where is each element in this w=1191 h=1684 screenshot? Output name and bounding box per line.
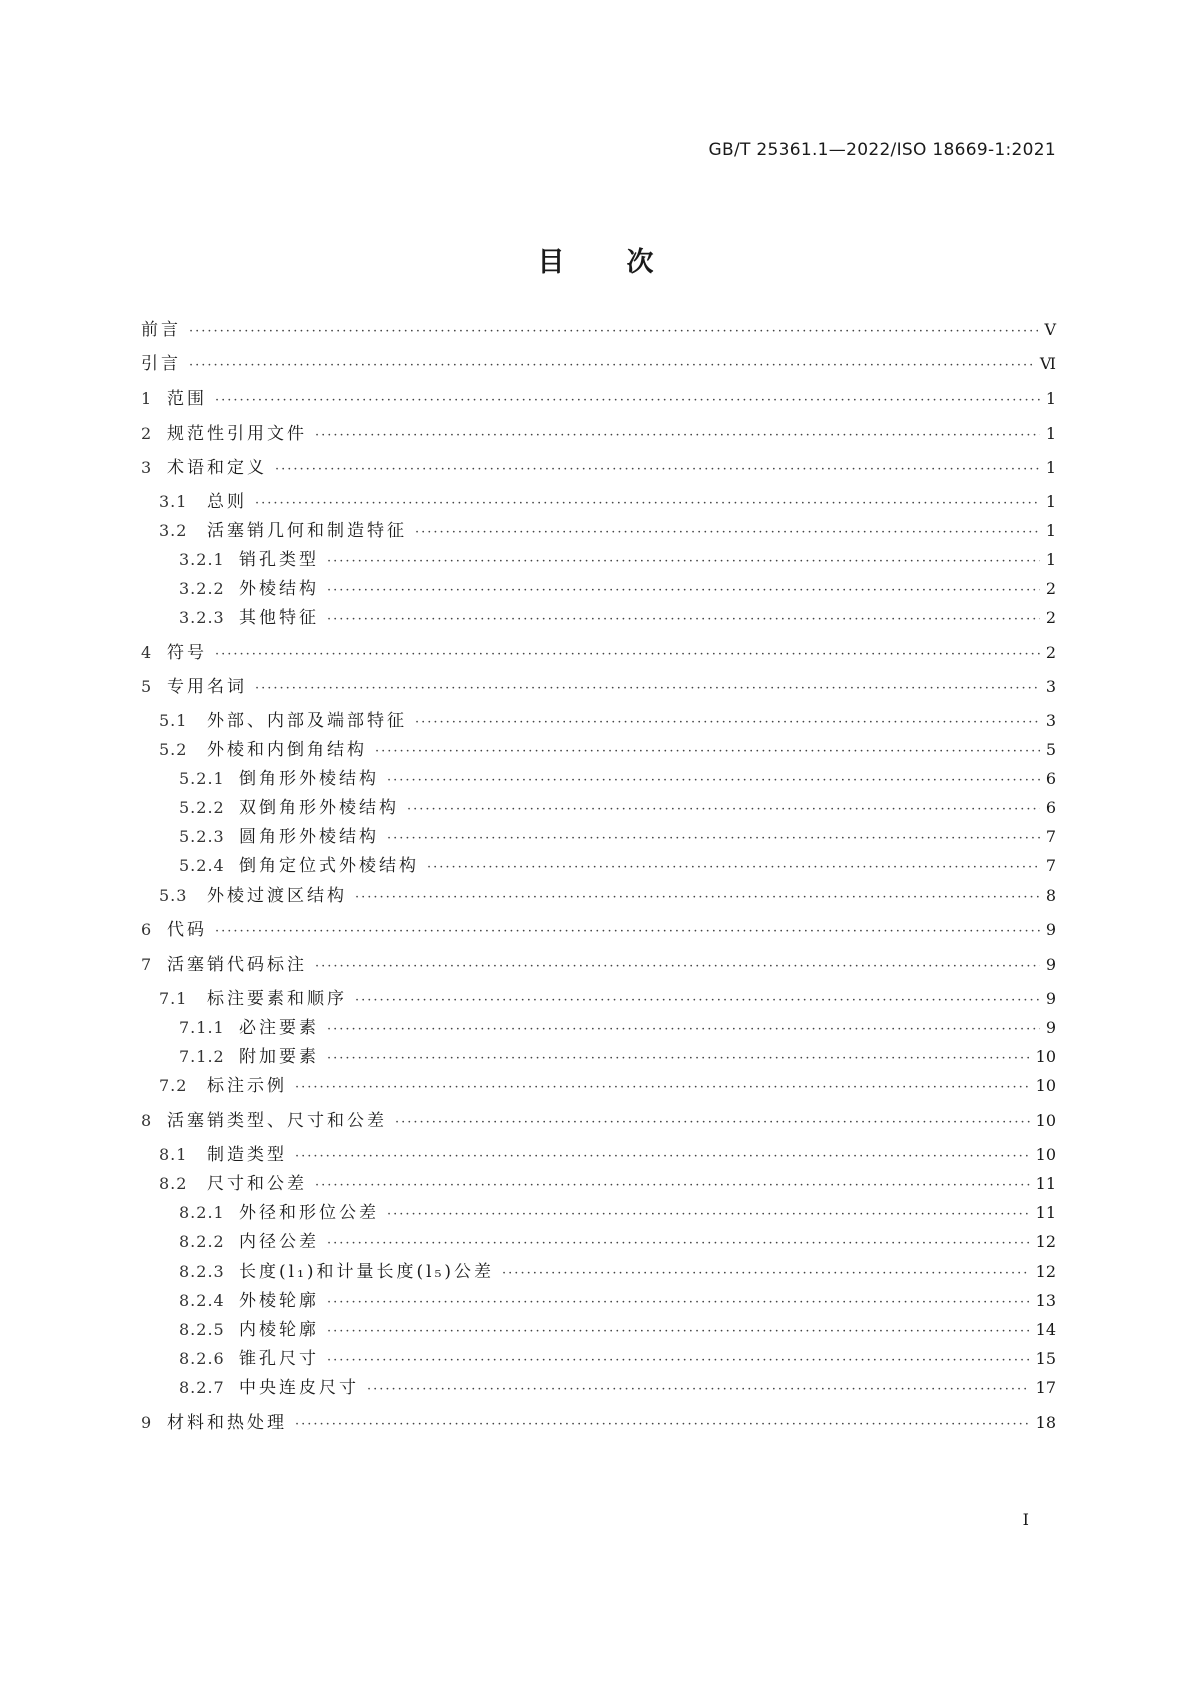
toc-entry-title: 其他特征 xyxy=(239,608,319,628)
toc-entry-title: 外径和形位公差 xyxy=(239,1203,379,1223)
toc-leader-dots xyxy=(327,1232,1030,1256)
toc-entry-number: 7.1.1 xyxy=(179,1018,225,1037)
toc-entry[interactable] xyxy=(141,738,1056,762)
toc-entry-page: 1 xyxy=(1045,389,1056,408)
toc-leader-dots xyxy=(502,1262,1030,1286)
toc-entry-number: 3.2.2 xyxy=(179,579,225,598)
toc-entry[interactable] xyxy=(141,318,1056,342)
toc-entry-title: 前言 xyxy=(141,320,181,340)
toc-entry-number: 8.2.1 xyxy=(179,1203,225,1222)
toc-entry-page: 7 xyxy=(1045,827,1056,846)
toc-entry-page: 7 xyxy=(1045,856,1056,875)
toc-leader-dots xyxy=(327,1320,1030,1344)
toc-entry[interactable] xyxy=(141,796,1056,820)
toc-leader-dots xyxy=(315,424,1040,448)
toc-entry[interactable] xyxy=(141,1109,1056,1133)
toc-entry-title: 必注要素 xyxy=(239,1018,319,1038)
toc-leader-dots xyxy=(395,1111,1030,1135)
toc-entry[interactable] xyxy=(141,1074,1056,1098)
toc-entry-number: 5 xyxy=(141,677,153,696)
toc-entry-number: 7.1.2 xyxy=(179,1047,225,1066)
toc-entry-page: 9 xyxy=(1045,989,1056,1008)
toc-entry[interactable] xyxy=(141,1016,1056,1040)
toc-leader-dots xyxy=(387,1203,1030,1227)
toc-entry[interactable] xyxy=(141,884,1056,908)
toc-entry-title: 圆角形外棱结构 xyxy=(239,827,379,847)
toc-entry-page: 17 xyxy=(1035,1378,1056,1397)
toc-entry-number: 3 xyxy=(141,458,153,477)
toc-entry-page: 9 xyxy=(1045,920,1056,939)
toc-entry[interactable] xyxy=(141,456,1056,480)
toc-leader-dots xyxy=(367,1378,1030,1402)
page-number: Ⅰ xyxy=(1022,1510,1029,1529)
toc-entry-title: 范围 xyxy=(167,389,207,409)
toc-leader-dots xyxy=(375,740,1040,764)
toc-entry[interactable] xyxy=(141,1201,1056,1225)
toc-entry[interactable] xyxy=(141,422,1056,446)
toc-entry-page: 2 xyxy=(1045,579,1056,598)
toc-entry-title: 活塞销几何和制造特征 xyxy=(207,521,407,541)
toc-entry[interactable] xyxy=(141,854,1056,878)
toc-leader-dots xyxy=(215,389,1040,413)
toc-entry-page: 14 xyxy=(1035,1320,1056,1339)
toc-entry-title: 外棱和内倒角结构 xyxy=(207,740,367,760)
toc-entry-page: 6 xyxy=(1045,798,1056,817)
toc-entry-page: 5 xyxy=(1045,740,1056,759)
toc-entry-title: 倒角定位式外棱结构 xyxy=(239,856,419,876)
toc-entry-page: 6 xyxy=(1045,769,1056,788)
toc-entry-page: 1 xyxy=(1045,458,1056,477)
toc-entry-number: 3.2 xyxy=(159,521,188,540)
toc-entry-page: 1 xyxy=(1045,424,1056,443)
toc-leader-dots xyxy=(275,458,1040,482)
toc-entry-number: 8.2.7 xyxy=(179,1378,225,1397)
toc-entry-title: 外棱轮廓 xyxy=(239,1291,319,1311)
page-title: 目次 xyxy=(537,247,716,278)
toc-entry-number: 5.2 xyxy=(159,740,188,759)
toc-entry-title: 中央连皮尺寸 xyxy=(239,1378,359,1398)
toc-entry-page: 11 xyxy=(1035,1174,1056,1193)
toc-entry-number: 5.2.3 xyxy=(179,827,225,846)
toc-entry-title: 术语和定义 xyxy=(167,458,267,478)
toc-entry-title: 材料和热处理 xyxy=(167,1413,287,1433)
toc-leader-dots xyxy=(327,579,1040,603)
toc-entry[interactable] xyxy=(141,987,1056,1011)
toc-entry-title: 附加要素 xyxy=(239,1047,319,1067)
toc-entry[interactable] xyxy=(141,519,1056,543)
toc-entry-number: 3.1 xyxy=(159,492,188,511)
toc-entry[interactable] xyxy=(141,352,1056,376)
toc-entry-number: 3.2.3 xyxy=(179,608,225,627)
toc-entry-title: 倒角形外棱结构 xyxy=(239,769,379,789)
toc-entry-number: 8 xyxy=(141,1111,153,1130)
toc-entry-title: 外棱结构 xyxy=(239,579,319,599)
toc-entry-page: 10 xyxy=(1035,1076,1056,1095)
toc-entry[interactable] xyxy=(141,1260,1056,1284)
toc-entry[interactable] xyxy=(141,641,1056,665)
toc-entry-number: 7.2 xyxy=(159,1076,188,1095)
toc-entry-page: 10 xyxy=(1035,1047,1056,1066)
toc-leader-dots xyxy=(427,856,1040,880)
toc-entry-page: 3 xyxy=(1045,711,1056,730)
toc-leader-dots xyxy=(327,1047,1030,1071)
toc-entry-number: 8.2.6 xyxy=(179,1349,225,1368)
toc-entry[interactable] xyxy=(141,825,1056,849)
toc-leader-dots xyxy=(255,677,1040,701)
toc-entry[interactable] xyxy=(141,1045,1056,1069)
toc-leader-dots xyxy=(255,492,1040,516)
toc-entry[interactable] xyxy=(141,1289,1056,1313)
toc-leader-dots xyxy=(415,521,1040,545)
toc-entry-number: 5.2.4 xyxy=(179,856,225,875)
toc-leader-dots xyxy=(355,886,1040,910)
toc-entry-page: 2 xyxy=(1045,643,1056,662)
toc-leader-dots xyxy=(315,955,1040,979)
toc-entry[interactable] xyxy=(141,1376,1056,1400)
toc-entry-page: 8 xyxy=(1045,886,1056,905)
toc-leader-dots xyxy=(189,354,1034,378)
toc-leader-dots xyxy=(327,608,1040,632)
toc-entry-page: 1 xyxy=(1045,550,1056,569)
toc-entry[interactable] xyxy=(141,577,1056,601)
toc-entry-title: 制造类型 xyxy=(207,1145,287,1165)
toc-leader-dots xyxy=(407,798,1040,822)
toc-leader-dots xyxy=(295,1413,1030,1437)
toc-entry[interactable] xyxy=(141,548,1056,572)
toc-leader-dots xyxy=(387,769,1040,793)
toc-entry-title: 符号 xyxy=(167,643,207,663)
toc-entry-number: 2 xyxy=(141,424,153,443)
toc-leader-dots xyxy=(189,320,1038,344)
toc-entry-title: 双倒角形外棱结构 xyxy=(239,798,399,818)
toc-entry-title: 标注要素和顺序 xyxy=(207,989,347,1009)
toc-entry-page: 9 xyxy=(1045,955,1056,974)
toc-entry-title: 标注示例 xyxy=(207,1076,287,1096)
toc-leader-dots xyxy=(387,827,1040,851)
toc-entry-number: 8.2 xyxy=(159,1174,188,1193)
toc-leader-dots xyxy=(295,1145,1030,1169)
toc-entry-page: 13 xyxy=(1035,1291,1056,1310)
toc-entry-number: 8.2.2 xyxy=(179,1232,225,1251)
toc-entry-title: 内径公差 xyxy=(239,1232,319,1252)
toc-entry-number: 8.2.3 xyxy=(179,1262,225,1281)
toc-entry[interactable] xyxy=(141,675,1056,699)
toc-entry[interactable] xyxy=(141,1230,1056,1254)
toc-entry-page: 15 xyxy=(1035,1349,1056,1368)
toc-entry-title: 活塞销类型、尺寸和公差 xyxy=(167,1111,387,1131)
toc-entry-page: Ⅵ xyxy=(1039,354,1056,373)
toc-leader-dots xyxy=(327,1291,1030,1315)
toc-entry-number: 4 xyxy=(141,643,153,662)
toc-entry-number: 7.1 xyxy=(159,989,188,1008)
toc-entry-page: 1 xyxy=(1045,521,1056,540)
toc-leader-dots xyxy=(355,989,1040,1013)
toc-entry-title: 总则 xyxy=(207,492,247,512)
toc-entry-title: 长度(l₁)和计量长度(l₅)公差 xyxy=(239,1262,495,1282)
toc-entry-page: 11 xyxy=(1035,1203,1056,1222)
toc-entry-title: 销孔类型 xyxy=(239,550,319,570)
toc-entry-number: 6 xyxy=(141,920,153,939)
toc-leader-dots xyxy=(215,920,1040,944)
toc-entry-title: 专用名词 xyxy=(167,677,247,697)
toc-entry-page: 9 xyxy=(1045,1018,1056,1037)
toc-entry-title: 锥孔尺寸 xyxy=(239,1349,319,1369)
toc-entry-page: 10 xyxy=(1035,1111,1056,1130)
toc-entry-page: 12 xyxy=(1035,1232,1056,1251)
toc-entry[interactable] xyxy=(141,1172,1056,1196)
toc-entry-number: 9 xyxy=(141,1413,153,1432)
toc-entry-page: Ⅴ xyxy=(1044,320,1056,339)
toc-entry[interactable] xyxy=(141,1143,1056,1167)
toc-entry-page: 12 xyxy=(1035,1262,1056,1281)
toc-leader-dots xyxy=(327,1349,1030,1373)
toc-entry-number: 8.2.4 xyxy=(179,1291,225,1310)
toc-leader-dots xyxy=(215,643,1040,667)
toc-entry[interactable] xyxy=(141,953,1056,977)
toc-entry[interactable] xyxy=(141,606,1056,630)
toc-entry[interactable] xyxy=(141,387,1056,411)
toc-leader-dots xyxy=(327,550,1040,574)
toc-entry[interactable] xyxy=(141,1411,1056,1435)
toc-entry-number: 5.3 xyxy=(159,886,188,905)
toc-entry-number: 7 xyxy=(141,955,153,974)
toc-entry[interactable] xyxy=(141,1347,1056,1371)
toc-entry-page: 3 xyxy=(1045,677,1056,696)
toc-entry-page: 10 xyxy=(1035,1145,1056,1164)
toc-leader-dots xyxy=(315,1174,1030,1198)
toc-entry-title: 外棱过渡区结构 xyxy=(207,886,347,906)
toc-entry-title: 活塞销代码标注 xyxy=(167,955,307,975)
standard-code: GB/T 25361.1—2022/ISO 18669-1:2021 xyxy=(708,140,1056,160)
toc-entry[interactable] xyxy=(141,767,1056,791)
toc-entry[interactable] xyxy=(141,709,1056,733)
toc-entry-title: 代码 xyxy=(167,920,207,940)
toc-leader-dots xyxy=(415,711,1040,735)
toc-entry-title: 引言 xyxy=(141,354,181,374)
toc-entry-number: 8.2.5 xyxy=(179,1320,225,1339)
toc-entry-page: 1 xyxy=(1045,492,1056,511)
toc-entry-page: 18 xyxy=(1035,1413,1056,1432)
toc-entry-title: 外部、内部及端部特征 xyxy=(207,711,407,731)
toc-entry-number: 1 xyxy=(141,389,153,408)
toc-entry-title: 尺寸和公差 xyxy=(207,1174,307,1194)
toc-entry-number: 5.2.1 xyxy=(179,769,225,788)
toc-entry-title: 内棱轮廓 xyxy=(239,1320,319,1340)
toc-entry-number: 8.1 xyxy=(159,1145,188,1164)
toc-entry-page: 2 xyxy=(1045,608,1056,627)
toc-entry[interactable] xyxy=(141,918,1056,942)
toc-leader-dots xyxy=(327,1018,1040,1042)
toc-entry[interactable] xyxy=(141,1318,1056,1342)
toc-entry-number: 5.2.2 xyxy=(179,798,225,817)
toc-entry[interactable] xyxy=(141,490,1056,514)
toc-entry-title: 规范性引用文件 xyxy=(167,424,307,444)
toc-leader-dots xyxy=(295,1076,1030,1100)
toc-entry-number: 3.2.1 xyxy=(179,550,225,569)
toc-entry-number: 5.1 xyxy=(159,711,188,730)
